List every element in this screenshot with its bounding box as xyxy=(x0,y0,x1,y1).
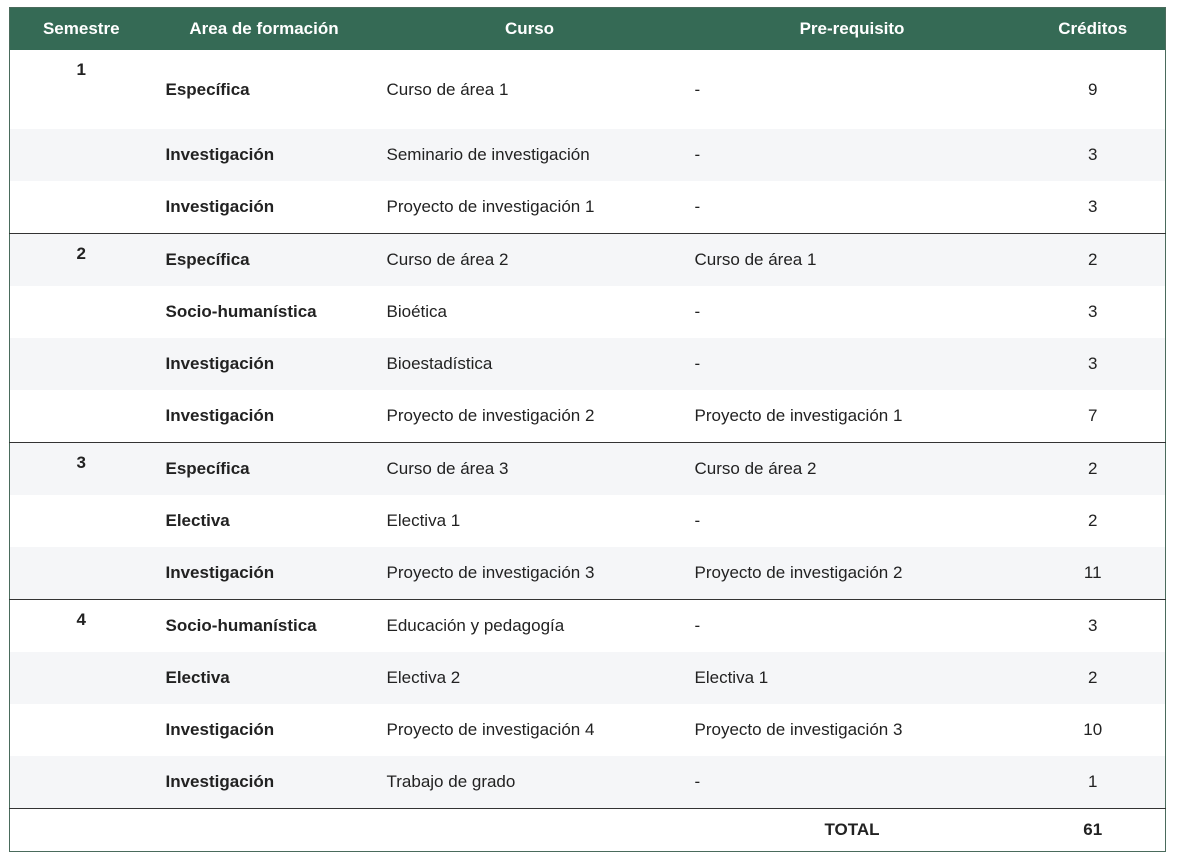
creditos-cell: 2 xyxy=(1021,443,1166,496)
area-cell: Investigación xyxy=(153,756,376,809)
creditos-cell: 1 xyxy=(1021,756,1166,809)
area-cell: Investigación xyxy=(165,197,275,216)
prerequisito-cell: - xyxy=(684,338,1021,390)
table-row xyxy=(10,390,1166,443)
semester-number: 3 xyxy=(10,443,153,496)
header-area: Area de formación xyxy=(153,8,376,51)
creditos-cell: 3 xyxy=(1021,600,1166,653)
curso-cell: Proyecto de investigación 4 xyxy=(386,720,595,739)
semester-number xyxy=(10,181,153,234)
creditos-cell: 2 xyxy=(1021,234,1166,287)
creditos-cell: 7 xyxy=(1088,406,1098,425)
creditos-cell: 2 xyxy=(1088,511,1098,530)
creditos-cell: 3 xyxy=(1088,197,1098,216)
prerequisito-cell: - xyxy=(694,79,701,99)
semester-number: 4 xyxy=(10,600,153,653)
area-cell: Electiva xyxy=(165,511,230,530)
table-row xyxy=(10,181,1166,234)
area-cell: Específica xyxy=(153,234,376,287)
semester-number xyxy=(10,756,153,809)
table-row xyxy=(10,652,1166,704)
creditos-cell: 10 xyxy=(1083,720,1103,739)
area-cell: Investigación xyxy=(153,129,376,181)
header-row xyxy=(10,8,1166,51)
semester-number xyxy=(10,495,153,547)
prerequisito-cell: - xyxy=(684,600,1021,653)
area-cell: Investigación xyxy=(153,547,376,600)
curso-cell: Curso de área 1 xyxy=(386,79,509,99)
area-cell: Electiva xyxy=(153,652,376,704)
semester-number: 2 xyxy=(10,234,153,287)
table-row xyxy=(10,600,1166,653)
creditos-cell: 9 xyxy=(1088,79,1098,99)
prerequisito-cell: Proyecto de investigación 1 xyxy=(694,406,903,425)
total-value: 61 xyxy=(1021,809,1166,852)
area-cell: Socio-humanística xyxy=(153,600,376,653)
table-row xyxy=(10,704,1166,756)
table-row xyxy=(10,234,1166,287)
semester-number xyxy=(10,129,153,181)
curso-cell: Bioética xyxy=(386,302,447,321)
prerequisito-cell: Curso de área 2 xyxy=(684,443,1021,496)
prerequisito-cell: Proyecto de investigación 2 xyxy=(684,547,1021,600)
header-creditos: Créditos xyxy=(1021,8,1166,51)
empty-cell xyxy=(10,809,153,852)
header-semestre: Semestre xyxy=(10,8,153,51)
curso-cell: Proyecto de investigación 1 xyxy=(386,197,595,216)
prerequisito-cell: - xyxy=(694,511,701,530)
table-row xyxy=(10,547,1166,600)
prerequisito-cell: - xyxy=(694,302,701,321)
creditos-cell: 3 xyxy=(1088,302,1098,321)
area-cell: Investigación xyxy=(165,720,275,739)
semester-number: 1 xyxy=(76,60,86,79)
creditos-cell: 3 xyxy=(1021,129,1166,181)
area-cell: Investigación xyxy=(153,338,376,390)
curso-cell: Proyecto de investigación 2 xyxy=(386,406,595,425)
area-cell: Específica xyxy=(153,443,376,496)
creditos-cell: 2 xyxy=(1021,652,1166,704)
prerequisito-cell: Proyecto de investigación 3 xyxy=(694,720,903,739)
curso-cell: Curso de área 2 xyxy=(376,234,684,287)
area-cell: Específica xyxy=(165,79,250,99)
curso-cell: Curso de área 3 xyxy=(376,443,684,496)
table-row xyxy=(10,129,1166,181)
curso-cell: Bioestadística xyxy=(376,338,684,390)
table-row xyxy=(10,50,1166,129)
table-row xyxy=(10,443,1166,496)
header-prerequisito: Pre-requisito xyxy=(684,8,1021,51)
curriculum-table xyxy=(9,7,1166,852)
curso-cell: Seminario de investigación xyxy=(376,129,684,181)
table-row xyxy=(10,756,1166,809)
empty-cell xyxy=(153,809,376,852)
curso-cell: Proyecto de investigación 3 xyxy=(376,547,684,600)
prerequisito-cell: Curso de área 1 xyxy=(684,234,1021,287)
header-curso: Curso xyxy=(376,8,684,51)
semester-number xyxy=(10,547,153,600)
prerequisito-cell: Electiva 1 xyxy=(684,652,1021,704)
total-label: TOTAL xyxy=(684,809,1021,852)
curso-cell: Educación y pedagogía xyxy=(376,600,684,653)
curso-cell: Electiva 1 xyxy=(386,511,461,530)
creditos-cell: 11 xyxy=(1021,547,1166,600)
prerequisito-cell: - xyxy=(684,129,1021,181)
semester-number xyxy=(10,704,153,756)
semester-number xyxy=(10,652,153,704)
total-row xyxy=(10,809,1166,852)
area-cell: Socio-humanística xyxy=(165,302,317,321)
curso-cell: Trabajo de grado xyxy=(376,756,684,809)
area-cell: Investigación xyxy=(165,406,275,425)
table-row xyxy=(10,495,1166,547)
table-row xyxy=(10,338,1166,390)
semester-number xyxy=(10,338,153,390)
curso-cell: Electiva 2 xyxy=(376,652,684,704)
empty-cell xyxy=(376,809,684,852)
semester-number xyxy=(10,390,153,443)
creditos-cell: 3 xyxy=(1021,338,1166,390)
semester-number xyxy=(10,286,153,338)
table-row xyxy=(10,286,1166,338)
prerequisito-cell: - xyxy=(694,197,701,216)
prerequisito-cell: - xyxy=(684,756,1021,809)
